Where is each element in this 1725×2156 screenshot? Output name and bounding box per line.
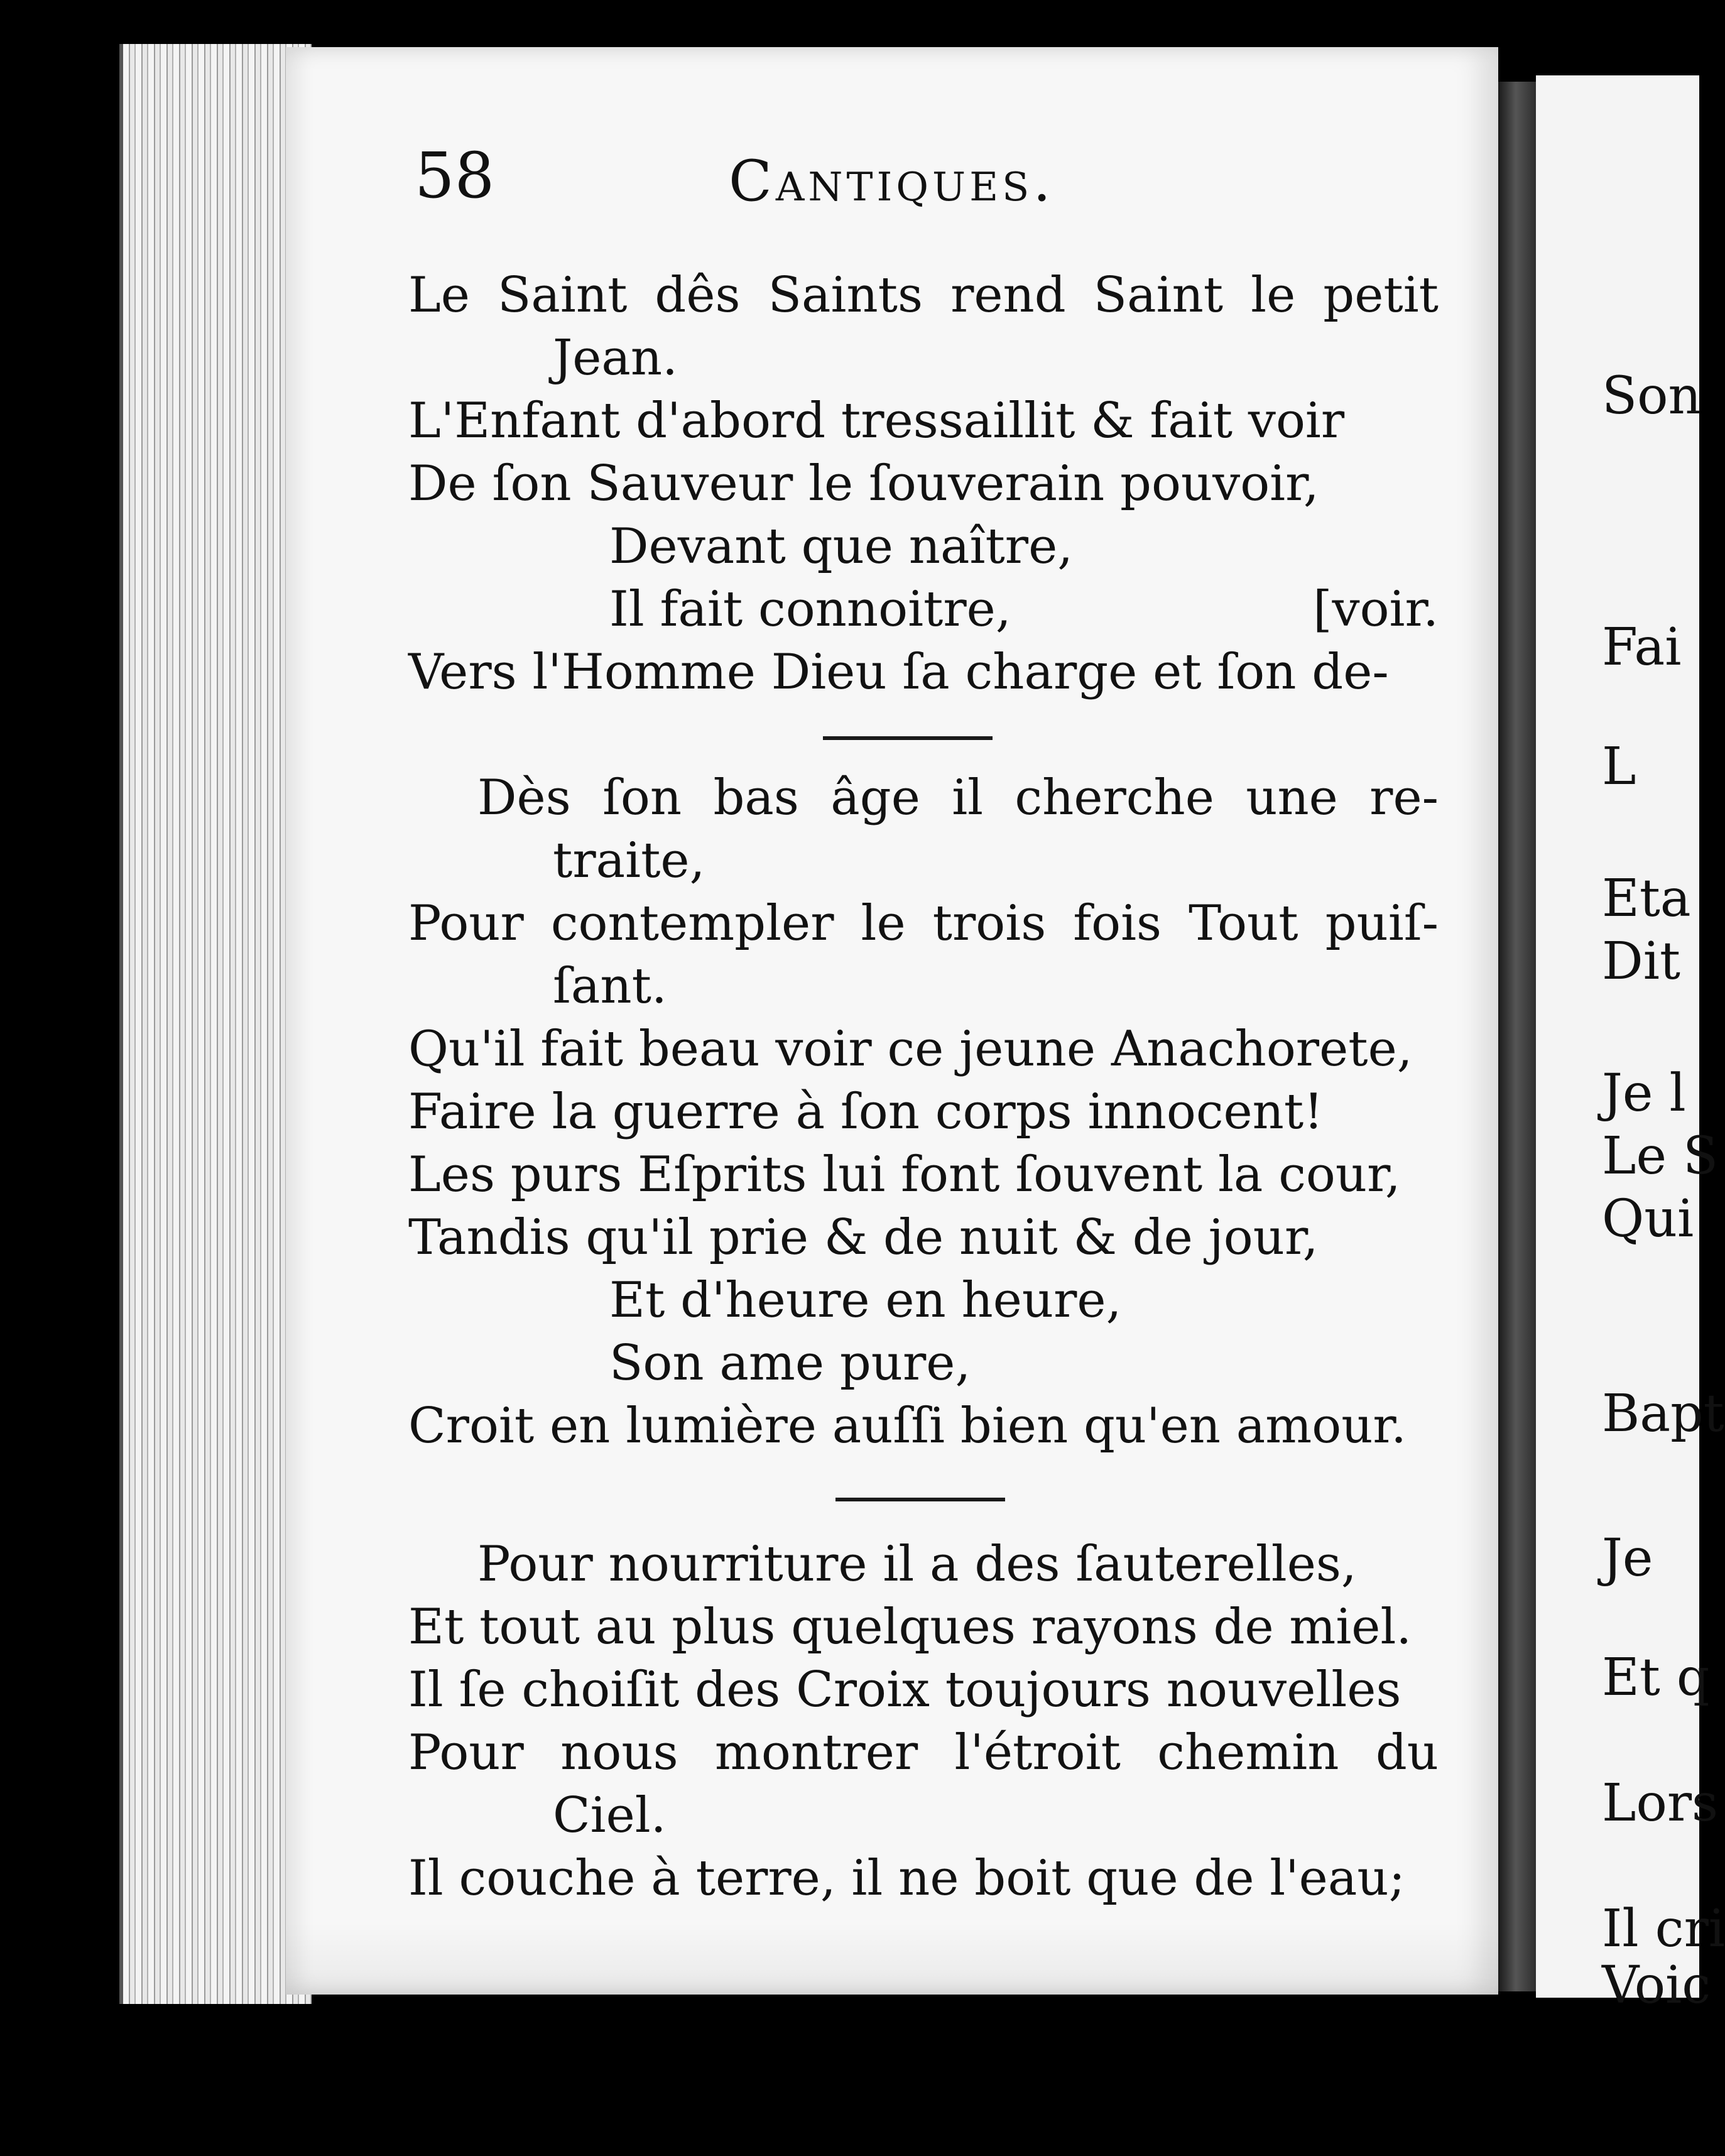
verse-line <box>408 578 1439 641</box>
facing-fragment: Je <box>1602 1528 1653 1588</box>
verse-line: Devant que naître, <box>609 518 1074 575</box>
facing-fragment: Dit <box>1602 932 1680 991</box>
verse-line: L'Enfant d'abord tressaillit & fait voir <box>408 393 1345 449</box>
verse-line-turnover: [voir. <box>1313 581 1439 638</box>
facing-fragment: Je l <box>1602 1064 1686 1123</box>
page-shading <box>286 1922 1498 1995</box>
facing-fragment: Le S <box>1602 1126 1719 1186</box>
facing-fragment: Bapt <box>1602 1384 1724 1444</box>
verse-line: Faire la guerre à ſon corps innocent! <box>408 1084 1324 1140</box>
facing-fragment: Il cri <box>1602 1899 1725 1959</box>
verse-line: Croit en lumière auſſi bien qu'en amour. <box>408 1398 1407 1454</box>
verse-line: Pour nous montrer l'étroit chemin du <box>408 1724 1439 1781</box>
verse-line: Et d'heure en heure, <box>609 1272 1122 1329</box>
verse-line: Et tout au plus quelques rayons de miel. <box>408 1599 1412 1655</box>
verse-line: Tandis qu'il prie & de nuit & de jour, <box>408 1209 1319 1266</box>
verse-line: Il ſe choiſit des Croix toujours nouvelles <box>408 1662 1401 1718</box>
verse-line-main: Il fait connoitre, <box>609 581 1011 638</box>
stanza-separator <box>823 736 993 740</box>
page-edges <box>119 44 312 2004</box>
facing-fragment: Et q <box>1602 1648 1710 1707</box>
verse-line: Jean. <box>553 330 678 386</box>
facing-fragment: Voic <box>1602 1956 1711 2015</box>
running-head <box>415 139 1483 220</box>
verse-line: Dès ſon bas âge il cherche une re- <box>477 770 1439 826</box>
facing-fragment: Eta <box>1602 869 1691 928</box>
facing-fragment: L <box>1602 737 1636 797</box>
stanza-separator <box>835 1498 1005 1501</box>
page-heading: Cantiques. <box>729 148 1055 214</box>
verse-line: Les purs Eſprits lui font ſouvent la cour, <box>408 1146 1401 1203</box>
verse-line: Pour contempler le trois fois Tout puiſ- <box>408 895 1439 952</box>
verse-line: ſant. <box>553 958 667 1015</box>
verse-line: Il couche à terre, il ne boit que de l'eau; <box>408 1850 1405 1907</box>
verse-line: Pour nourriture il a des ſauterelles, <box>477 1536 1357 1592</box>
verse-line: traite, <box>553 832 705 889</box>
verse-line: Qu'il fait beau voir ce jeune Anachorete, <box>408 1021 1413 1077</box>
verse-line: Vers l'Homme Dieu ſa charge et ſon de- <box>408 644 1389 700</box>
facing-fragment: Lors <box>1602 1773 1719 1833</box>
facing-fragment: Fai <box>1602 618 1682 677</box>
facing-fragment: Son <box>1602 366 1702 426</box>
facing-fragment: Qui <box>1602 1189 1694 1249</box>
page-number: 58 <box>415 139 495 212</box>
facing-page <box>1536 75 1725 2015</box>
verse-line: Le Saint dês Saints rend Saint le petit <box>408 267 1439 324</box>
verse-line: De ſon Sauveur le ſouverain pouvoir, <box>408 455 1319 512</box>
verse-line: Son ame pure, <box>609 1335 971 1391</box>
verse-line: Ciel. <box>553 1787 667 1844</box>
